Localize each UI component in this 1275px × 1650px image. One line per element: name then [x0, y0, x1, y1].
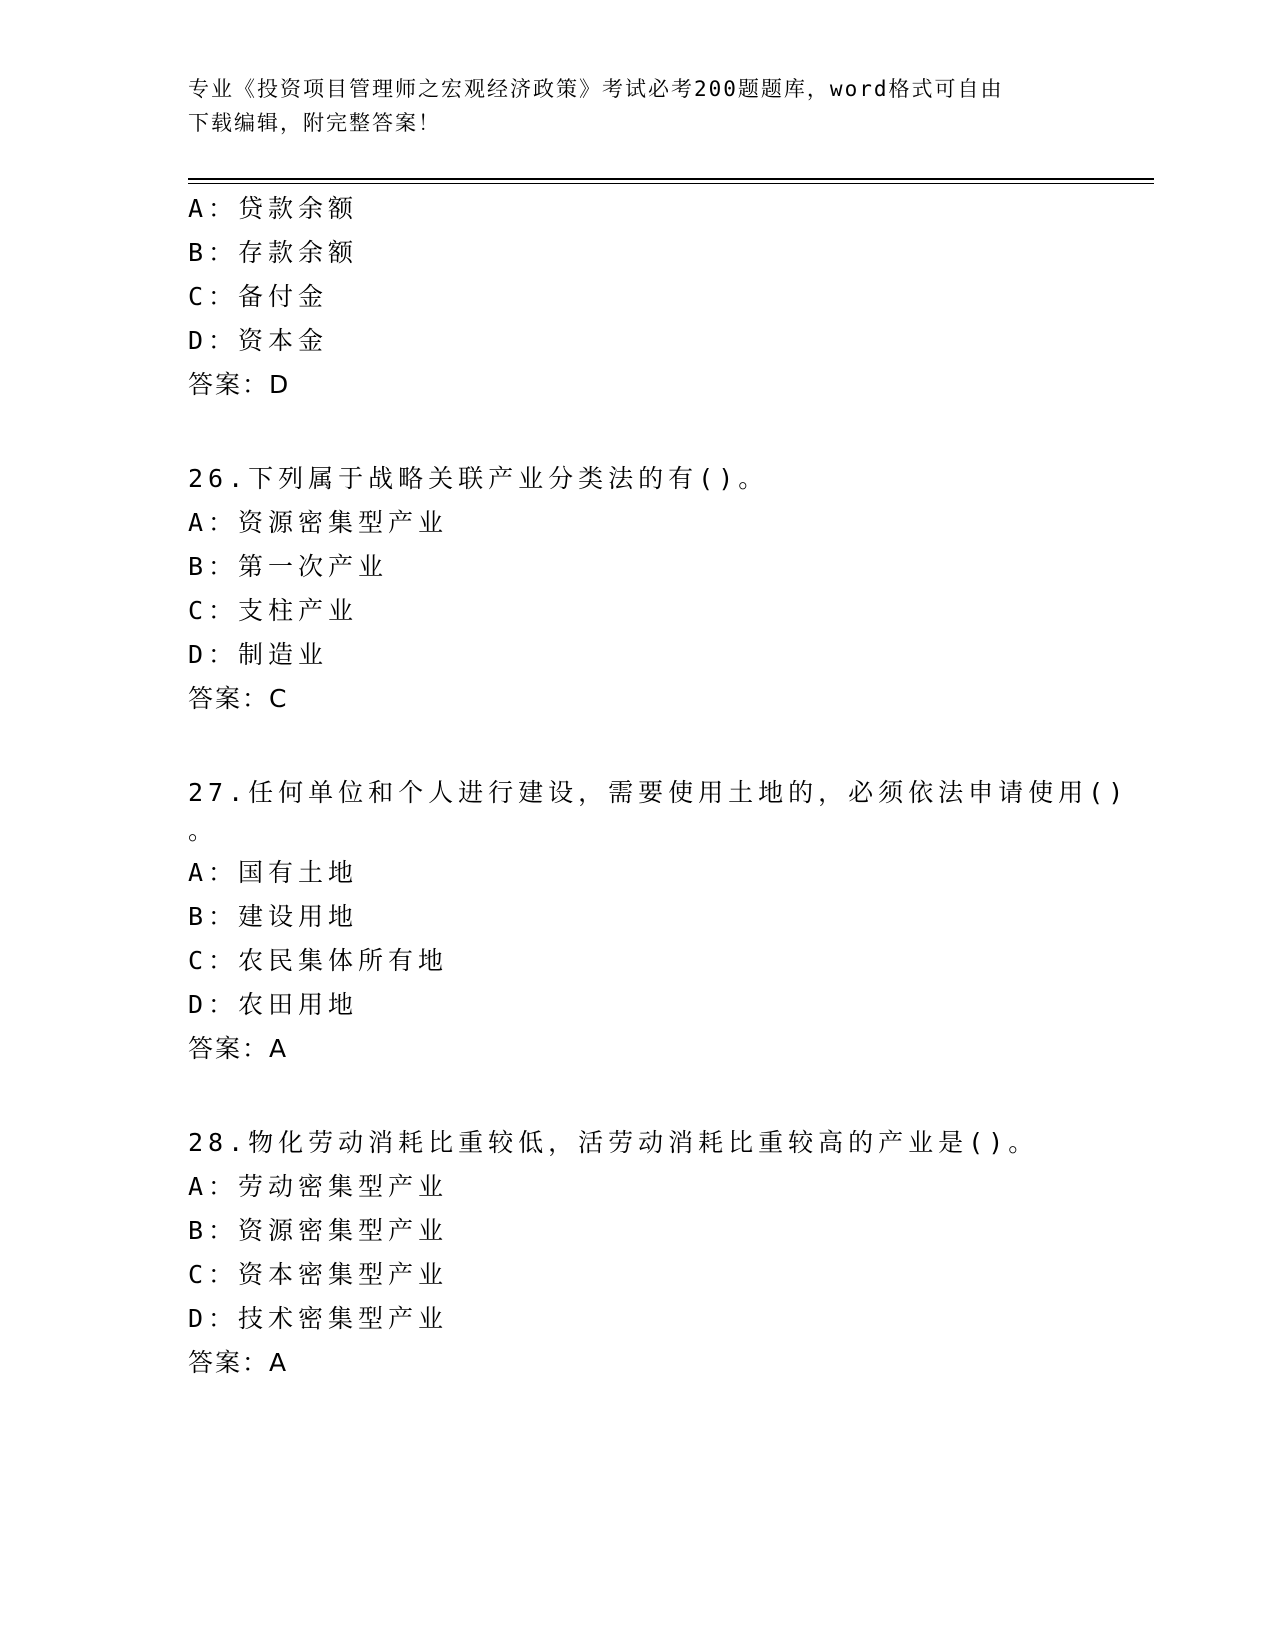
q28-option-b: B：资源密集型产业 [188, 1216, 449, 1245]
header-line-2: 下载编辑，附完整答案！ [188, 111, 441, 135]
q26-option-b: B：第一次产业 [188, 552, 389, 581]
prev-option-c: C：备付金 [188, 282, 329, 311]
q26-option-c: C：支柱产业 [188, 596, 359, 625]
prev-answer: 答案：D [188, 370, 291, 399]
q27-option-d: D：农田用地 [188, 990, 359, 1019]
q26-option-a: A：资源密集型产业 [188, 508, 449, 537]
q27-option-b: B：建设用地 [188, 902, 359, 931]
q28-option-d: D：技术密集型产业 [188, 1304, 449, 1333]
prev-option-a: A：贷款余额 [188, 194, 359, 223]
prev-option-b: B：存款余额 [188, 238, 359, 267]
q27-option-c: C：农民集体所有地 [188, 946, 449, 975]
q28-option-a: A：劳动密集型产业 [188, 1172, 449, 1201]
q27-question-line-2: 。 [188, 816, 219, 845]
header-rule-thick [188, 178, 1154, 180]
q28-question: 28.物化劳动消耗比重较低，活劳动消耗比重较高的产业是()。 [188, 1128, 1039, 1157]
header-line-1: 专业《投资项目管理师之宏观经济政策》考试必考200题题库，word格式可自由 [188, 77, 1004, 101]
document-header [188, 72, 1088, 140]
header-rule-thin [188, 183, 1154, 184]
q27-answer: 答案：A [188, 1034, 289, 1063]
q27-question-line-1: 27.任何单位和个人进行建设，需要使用土地的，必须依法申请使用() [188, 778, 1129, 807]
q26-answer: 答案：C [188, 684, 289, 713]
q28-option-c: C：资本密集型产业 [188, 1260, 449, 1289]
q26-option-d: D：制造业 [188, 640, 329, 669]
q26-question: 26.下列属于战略关联产业分类法的有()。 [188, 464, 769, 493]
q28-answer: 答案：A [188, 1348, 289, 1377]
prev-option-d: D：资本金 [188, 326, 329, 355]
q27-option-a: A：国有土地 [188, 858, 359, 887]
